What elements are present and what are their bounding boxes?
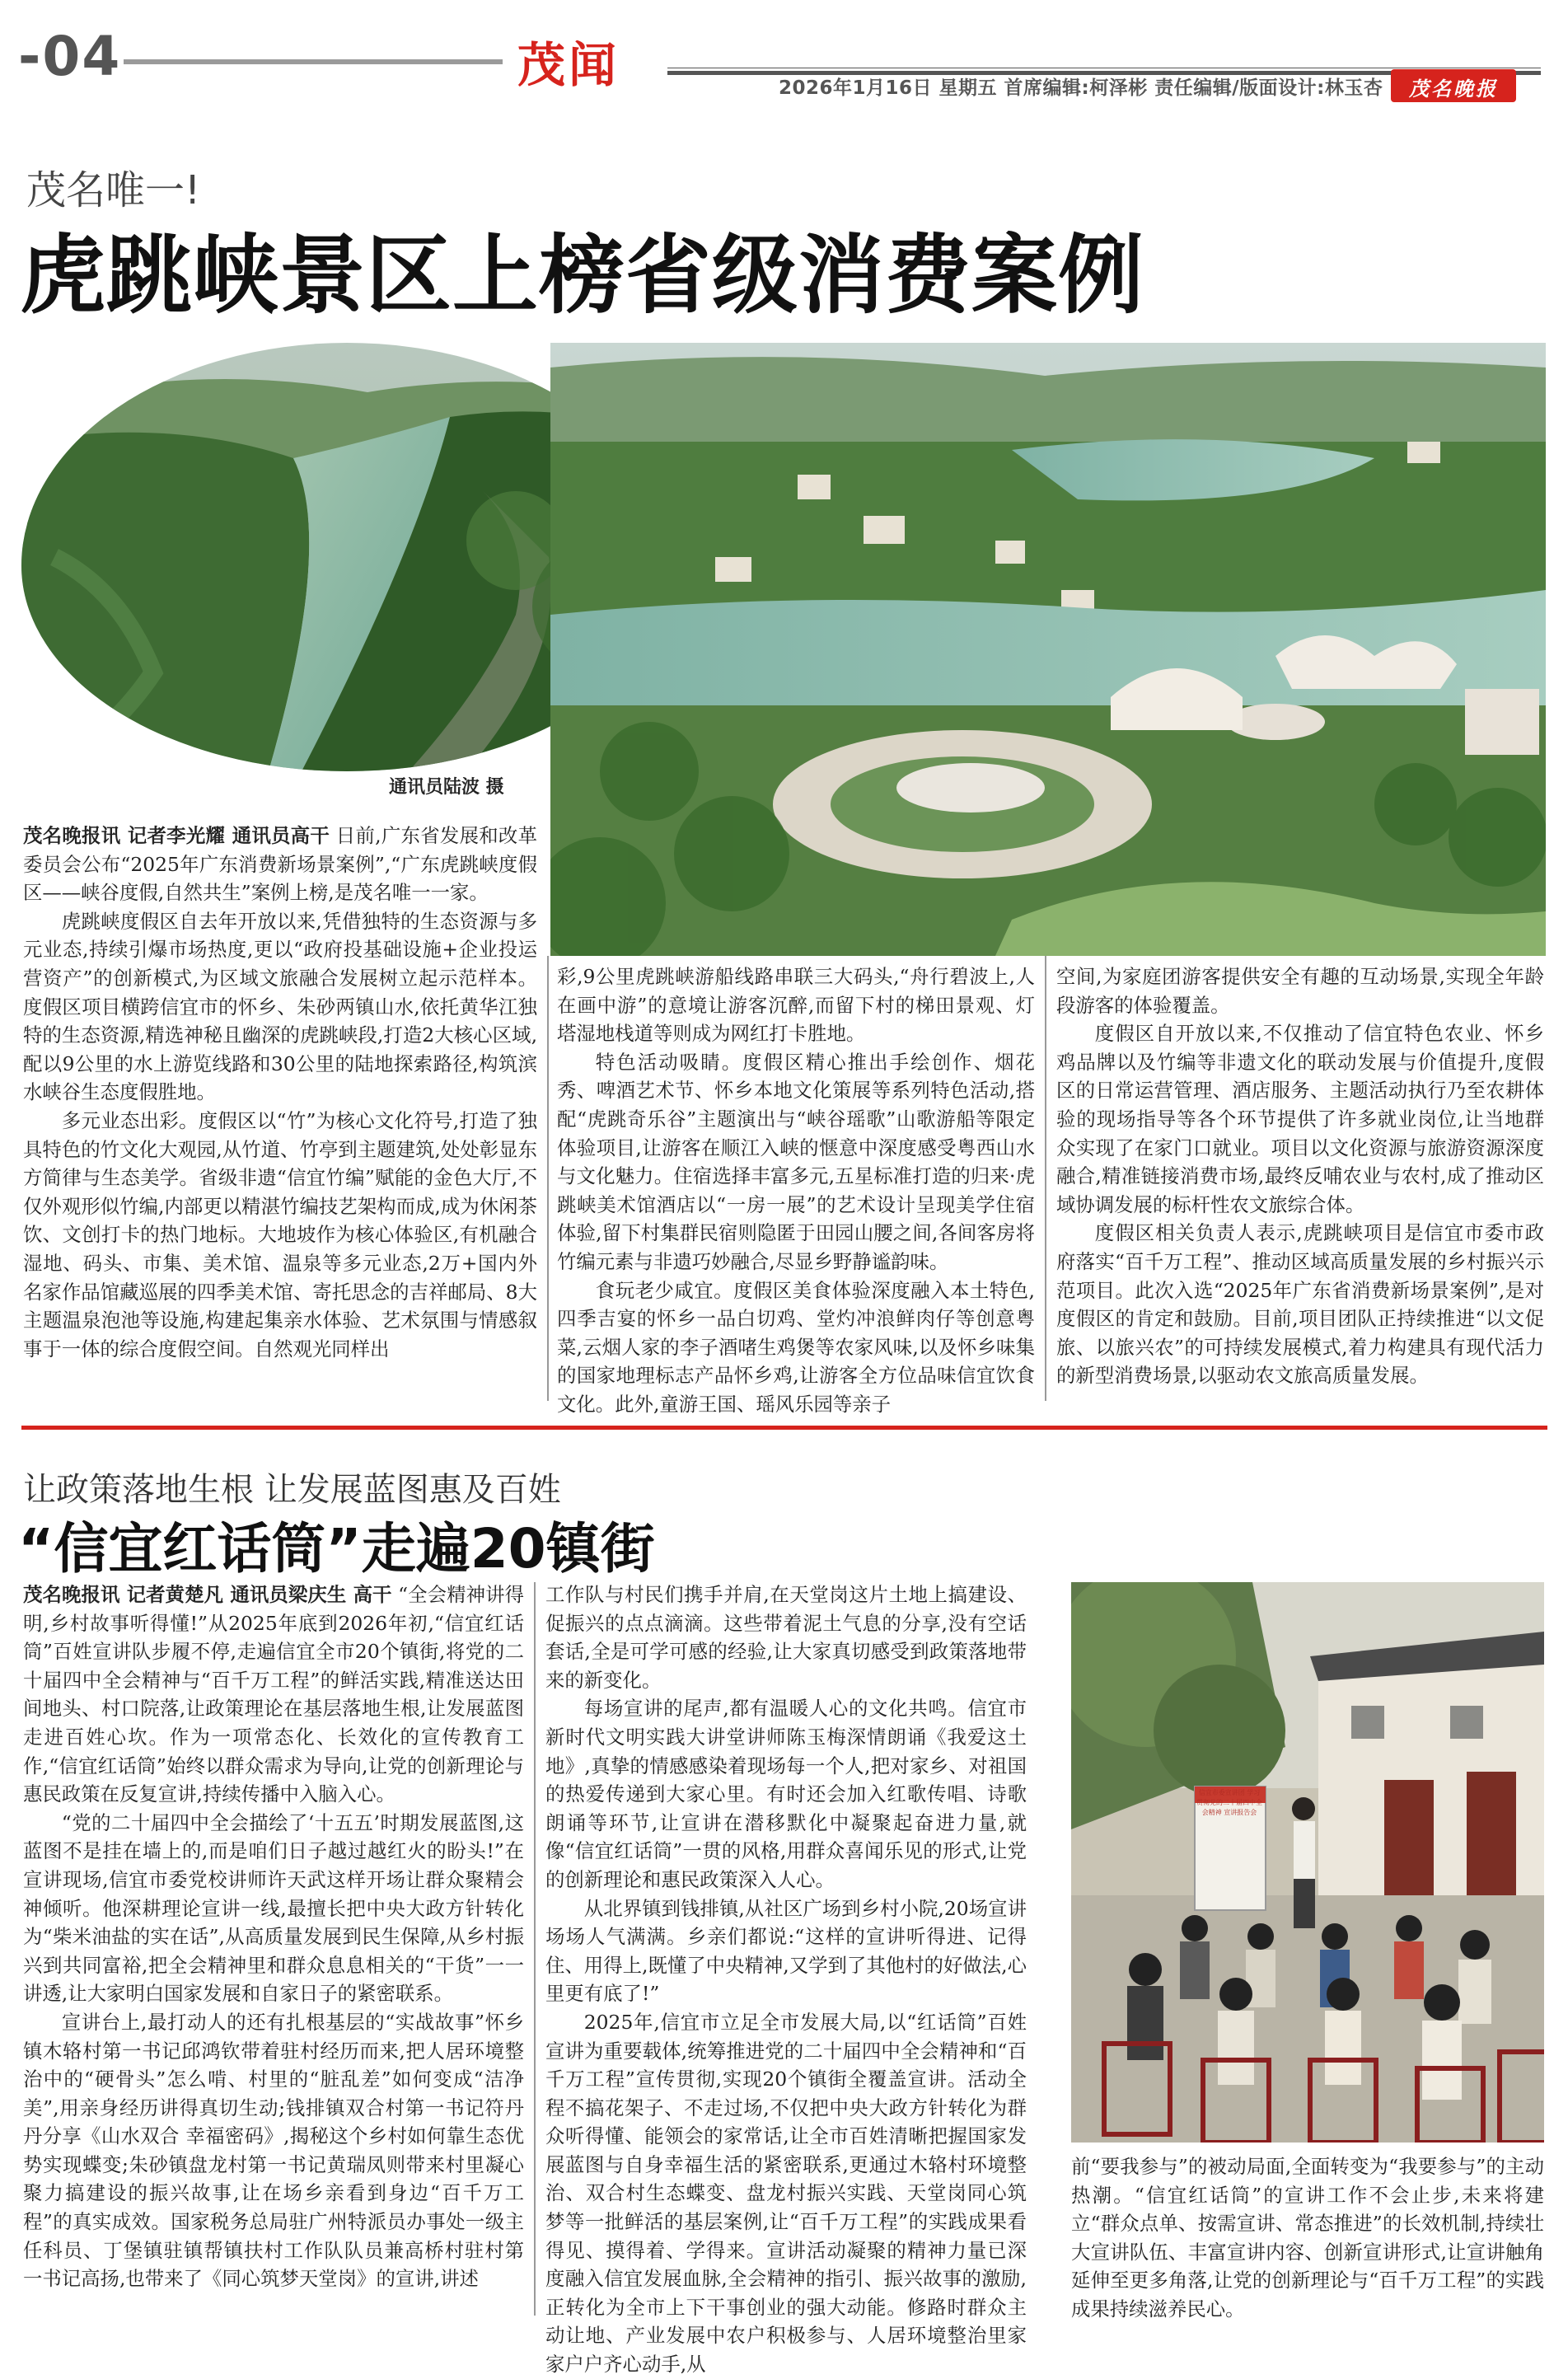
story1-paragraph: 特色活动吸睛。度假区精心推出手绘创作、烟花秀、啤酒艺术节、怀乡本地文化策展等系列特色活动,搭配“虎跳奇乐谷”主题演出与“峡谷瑶歌”山歌游船等限定体验项目,让游客在顺江入峡的惬意中深度感受粤西山水与文化魅力。住宿选择丰富多元,五星标准打造的归来·虎跳峡美术馆酒店以“一房一展”的艺术设计呈现美学住宿体验,留下村集群民宿则隐匿于田园山腰之间,各间客房将竹编元素与非遗巧妙融合,尽显乡野静谧韵味。 [557, 1050, 1035, 1273]
resort-photo [550, 343, 1546, 956]
story1-paragraph: 食玩老少咸宜。度假区美食体验深度融入本土特色,四季吉宴的怀乡一品白切鸡、堂灼冲浪鲜肉仔等创意粤菜,云烟人家的李子酒啫生鸡煲等农家风味,以及怀乡味集的国家地理标志产品怀乡鸡,让游客全方位品味信宜饮食文化。此外,童游王国、瑶风乐园等亲子 [557, 1278, 1035, 1416]
story2-kicker: 让政策落地生根 让发展蓝图惠及百姓 [23, 1471, 561, 1509]
section-divider [21, 1426, 1547, 1430]
story2-headline: “信宜红话筒”走遍20镇街 [18, 1517, 655, 1581]
story2-column-3 [1071, 2152, 1544, 2324]
story2-paragraph: 从北界镇到钱排镇,从社区广场到乡村小院,20场宣讲场场人气满满。乡亲们都说:“这样的宣讲听得进、记得住、用得上,既懂了中央精神,又学到了其他村的好做法,心里更有底了!” [545, 1896, 1027, 2006]
story2-column-divider [534, 1582, 536, 2316]
story1-headline: 虎跳峡景区上榜省级消费案例 [20, 225, 1145, 325]
lecture-photo [1071, 1582, 1544, 2143]
masthead-rule-left [124, 59, 503, 64]
photo-banner-text: 信宜市委宣讲团 学习贯彻党的二十届四中全会精神 宣讲报告会 [1196, 1789, 1262, 1816]
story1-column-1 [23, 822, 537, 1363]
story1-paragraph: 虎跳峡度假区自去年开放以来,凭借独特的生态资源与多元业态,持续引爆市场热度,更以“政府投基础设施+企业投运营资产”的创新模式,为区域文旅融合发展树立起示范样本。度假区项目横跨信宜市的怀乡、朱砂两镇山水,依托黄华江独特的生态资源,精选神秘且幽深的虎跳峡段,打造2大核心区域,配以9公里的水上游览线路和30公里的陆地探索路径,构筑滨水峡谷生态度假胜地。 [23, 909, 537, 1104]
story1-column-divider [547, 956, 549, 1401]
issue-info: 2026年1月16日 星期五 首席编辑:柯泽彬 责任编辑/版面设计:林玉杏 [779, 77, 1383, 99]
story2-byline: 茂名晚报讯 记者黄楚凡 通讯员梁庆生 高干 [23, 1583, 392, 1606]
story2-paragraph: 宣讲台上,最打动人的还有扎根基层的“实战故事”怀乡镇木辂村第一书记邱鸿钦带着驻村经历而来,把人居环境整治中的“硬骨头”怎么啃、村里的“脏乱差”如何变成“洁净美”,用亲身经历讲得真切生动;钱排镇双合村第一书记符丹丹分享《山水双合 幸福密码》,揭秘这个乡村如何靠生态优势实现蝶变;朱砂镇盘龙村第一书记黄瑞凤则带来村里凝心聚力搞建设的振兴故事,让在场乡亲看到身边“百千万工程”的真实成效。国家税务总局驻广州特派员办事处一级主任科员、丁堡镇驻镇帮镇扶村工作队队员兼高桥村驻村第一书记高扬,也带来了《同心筑梦天堂岗》的宣讲,讲述 [23, 2010, 524, 2291]
story1-lead-paragraph: 茂名晚报讯 记者李光耀 通讯员高干 日前,广东省发展和改革委员会公布“2025年广东消费新场景案例”,“广东虎跳峡度假区——峡谷度假,自然共生”案例上榜,是茂名唯一一家。 [23, 824, 537, 905]
story2-column-2 [545, 1581, 1027, 2379]
story2-paragraph: 前“要我参与”的被动局面,全面转变为“我要参与”的主动热潮。“信宜红话筒”的宣讲工作不会止步,未来将建立“群众点单、按需宣讲、常态推进”的长效机制,持续壮大宣讲队伍、丰富宣讲内容、创新宣讲形式,让宣讲触角延伸至更多角落,让党的创新理论与“百千万工程”的实践成果持续滋养民心。 [1071, 2155, 1544, 2320]
story2-paragraph: “党的二十届四中全会描绘了‘十五五’时期发展蓝图,这蓝图不是挂在墙上的,而是咱们日子越过越红火的盼头!”在宣讲现场,信宜市委党校讲师许天武这样开场让群众聚精会神倾听。他深耕理论宣讲一线,最擅长把中央大政方针转化为“柴米油盐的实在话”,从高质量发展到民生保障,从乡村振兴到共同富裕,把全会精神里和群众息息相关的“干货”一一讲透,让大家明白国家发展和自家日子的紧密联系。 [23, 1810, 524, 2006]
story1-column-3 [1056, 962, 1544, 1390]
story2-lead-paragraph: 茂名晚报讯 记者黄楚凡 通讯员梁庆生 高干 “全会精神讲得明,乡村故事听得懂!”从2025年底到2026年初,“信宜红话筒”百姓宣讲队步履不停,走遍信宜全市20个镇街,将党的二十届四中全会精神与“百千万工程”的鲜活实践,精准送达田间地头、村口院落,让政策理论在基层落地生根,让发展蓝图走进百姓心坎。作为一项常态化、长效化的宣传教育工作,“信宜红话筒”始终以群众需求为导向,让党的创新理论与惠民政策在反复宣讲,持续传播中入脑入心。 [23, 1583, 524, 1806]
photo-credit: 通讯员陆波 摄 [389, 777, 504, 798]
story1-byline: 茂名晚报讯 记者李光耀 通讯员高干 [23, 824, 330, 847]
story1-paragraph: 空间,为家庭团游客提供安全有趣的互动场景,实现全年龄段游客的体验覆盖。 [1056, 965, 1544, 1017]
page-number: -04 [18, 25, 122, 88]
story1-kicker: 茂名唯一! [26, 167, 201, 213]
story1-paragraph: 度假区自开放以来,不仅推动了信宜特色农业、怀乡鸡品牌以及竹编等非遗文化的联动发展与价值提升,度假区的日常运营管理、酒店服务、主题活动执行乃至农耕体验的现场指导等各个环节提供了许多就业岗位,让当地群众实现了在家门口就业。项目以文化资源与旅游资源深度融合,精准链接消费市场,最终反哺农业与农村,成了推动区域协调发展的标杆性农文旅综合体。 [1056, 1022, 1544, 1216]
story1-paragraph: 度假区相关负责人表示,虎跳峡项目是信宜市委市政府落实“百千万工程”、推动区域高质量发展的乡村振兴示范项目。此次入选“2025年广东省消费新场景案例”,是对度假区的肯定和鼓励。目前,项目团队正持续推进“以文促旅、以旅兴农”的可持续发展模式,着力构建具有现代活力的新型消费场景,以驱动农文旅高质量发展。 [1056, 1221, 1544, 1388]
story1-column-2 [557, 962, 1035, 1419]
story2-column-1 [23, 1581, 524, 2293]
story1-paragraph: 彩,9公里虎跳峡游船线路串联三大码头,“舟行碧波上,人在画中游”的意境让游客沉醉,而留下村的梯田景观、灯塔湿地栈道等则成为网红打卡胜地。 [557, 965, 1035, 1046]
story1-column-divider [1045, 956, 1046, 1401]
paper-logo: 茂名晚报 [1409, 77, 1498, 101]
story2-paragraph: 2025年,信宜市立足全市发展大局,以“红话筒”百姓宣讲为重要载体,统筹推进党的二十届四中全会精神和“百千万工程”宣传贯彻,实现20个镇街全覆盖宣讲。活动全程不搞花架子、不走过场,不仅把中央大政方针转化为群众听得懂、能领会的家常话,让全市百姓清晰把握国家发展蓝图与自身幸福生活的紧密联系,更通过木辂村环境整治、双合村生态蝶变、盘龙村振兴实践、天堂岗同心筑梦等一批鲜活的基层案例,让“百千万工程”的实践成果看得见、摸得着、学得来。宣讲活动凝聚的精神力量已深度融入信宜发展血脉,全会精神的指引、振兴故事的激励,正转化为全市上下干事创业的强大动能。修路时群众主动让地、产业发展中农户积极参与、人居环境整治里家家户户齐心动手,从 [545, 2010, 1027, 2377]
story1-paragraph: 多元业态出彩。度假区以“竹”为核心文化符号,打造了独具特色的竹文化大观园,从竹道、竹亭到主题建筑,处处彰显东方简律与生态美学。省级非遗“信宜竹编”赋能的金色大厅,不仅外观形似竹编,内部更以精湛竹编技艺架构而成,成为休闲茶饮、文创打卡的热门地标。大地坡作为核心体验区,有机融合湿地、码头、市集、美术馆、温泉等多元业态,2万+国内外名家作品馆藏巡展的四季美术馆、寄托思念的吉祥邮局、8大主题温泉泡池等设施,构建起集亲水体验、艺术氛围与情感叙事于一体的综合度假空间。自然观光同样出 [23, 1108, 537, 1360]
story2-paragraph: 工作队与村民们携手并肩,在天堂岗这片土地上搞建设、促振兴的点点滴滴。这些带着泥土气息的分享,没有空话套话,全是可学可感的经验,让大家真切感受到政策落地带来的新变化。 [545, 1583, 1027, 1692]
section-name: 茂闻 [517, 37, 620, 93]
story2-paragraph: 每场宣讲的尾声,都有温暖人心的文化共鸣。信宜市新时代文明实践大讲堂讲师陈玉梅深情朗诵《我爱这土地》,真挚的情感感染着现场每一个人,把对家乡、对祖国的热爱传递到大家心里。有时还会加入红歌传唱、诗歌朗诵等环节,让宣讲在潜移默化中凝聚起奋进力量,就像“信宜红话筒”一贯的风格,用群众喜闻乐见的形式,让党的创新理论和惠民政策深入人心。 [545, 1697, 1027, 1891]
